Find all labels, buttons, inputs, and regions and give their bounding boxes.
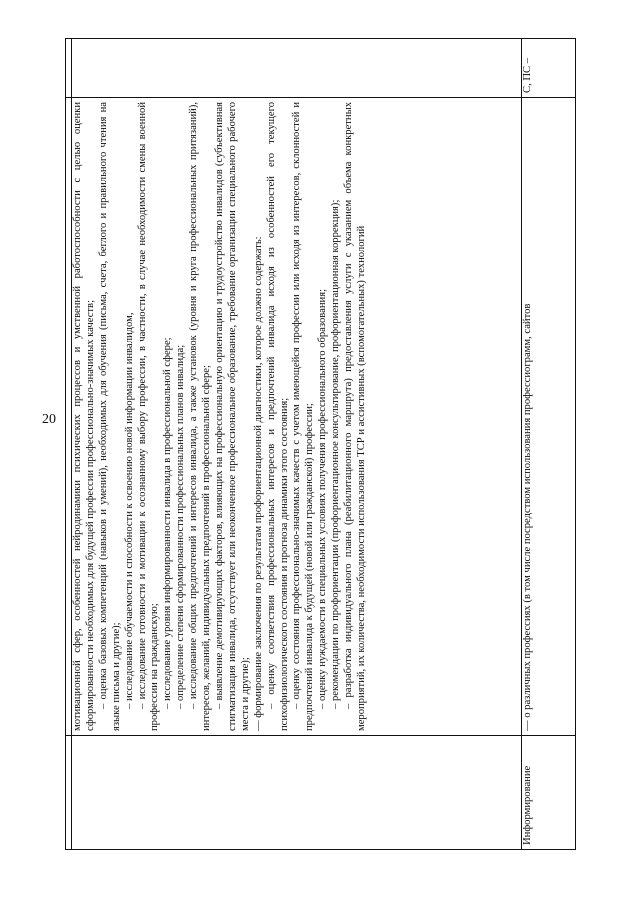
content-paragraph: – рекомендации по профориентации (профориентационное консультирование, профориентационная коррекция); xyxy=(330,199,342,709)
rotated-table-container xyxy=(65,50,575,850)
content-paragraph: – определение степени сформированности профессиональных планов инвалида; xyxy=(175,344,187,709)
content-paragraph: – оценку состояния профессионально-значимых качеств с учетом имеющейся профессии или исходя из интересов, склонностей и предпочтений инвалида к будущей (новой или гражданской) профессии; xyxy=(291,101,316,731)
rehabilitation-table xyxy=(65,38,576,850)
table-cell-stage: Информирование xyxy=(522,735,576,849)
content-paragraph: – оценку соответствия профессиональных интересов и предпочтений инвалида исходя из особенностей его текущего психофизиологического состояния и прогноза динамики этого состояния; xyxy=(265,101,290,731)
table-cell-content xyxy=(522,97,576,735)
content-paragraph: – оценка базовых компетенций (навыков и умений), необходимых для обучения (письма, счета, беглого и правильного чтения на языке письма и другие); xyxy=(97,101,122,731)
table-row xyxy=(522,38,576,849)
content-paragraph: – оценку нуждаемости в специальных условиях получения профессионального образования; xyxy=(317,288,329,709)
content-paragraph: – выявление демотивирующих факторов, влияющих на профессиональную ориентацию и трудоустройство инвалидов (субъективная стигматизация инвалида, отсутствует или неоконченное профессиональное образование, требование организации специального рабочего места и другие); xyxy=(213,101,251,731)
table-cell-stage xyxy=(72,735,522,849)
table-cell-content xyxy=(72,97,522,735)
content-paragraph: — формирование заключения по результатам профориентационной диагностики, которое должно содержать: xyxy=(252,235,264,731)
content-paragraph: – исследование общих предпочтений и интересов инвалида, а также установок (уровня и круга профессиональных притязаний), интересов, желаний, индивидуальных предпочтений в профессиональной сфере; xyxy=(188,101,213,731)
content-paragraph: – разработка индивидуального плана (реабилитационного маршрута) предоставления услуги с указанием объема конкретных мероприятий, их количества, необходимости использования ТСР и ассистивных (вспомогательных) технологий xyxy=(343,101,367,731)
content-paragraph: мотивационной сфер, особенностей нейродинамики психических процессов и умственной работоспособности с целью оценки сформированности необходимых для будущей профессии профессионально-значимых качеств; xyxy=(72,101,96,731)
content-paragraph: – исследование уровня информированности инвалида в профессиональной сфере; xyxy=(162,336,174,709)
content-paragraph: – исследование обучаемости и способности к освоению новой информации инвалидом, xyxy=(123,312,135,709)
content-paragraph: — о различных профессиях (в том числе посредством использования профессиограмм, сайтов xyxy=(522,303,533,731)
content-paragraph: – исследование готовности и мотивации к осознанному выбору профессии, в частности, в случае необходимости смены военной профессии на гражданскую; xyxy=(136,101,161,731)
table-row xyxy=(72,38,522,849)
table-cell-code xyxy=(72,38,522,97)
page-number: 20 xyxy=(42,412,56,427)
table-cell-code: С, ПС – xyxy=(522,38,576,97)
